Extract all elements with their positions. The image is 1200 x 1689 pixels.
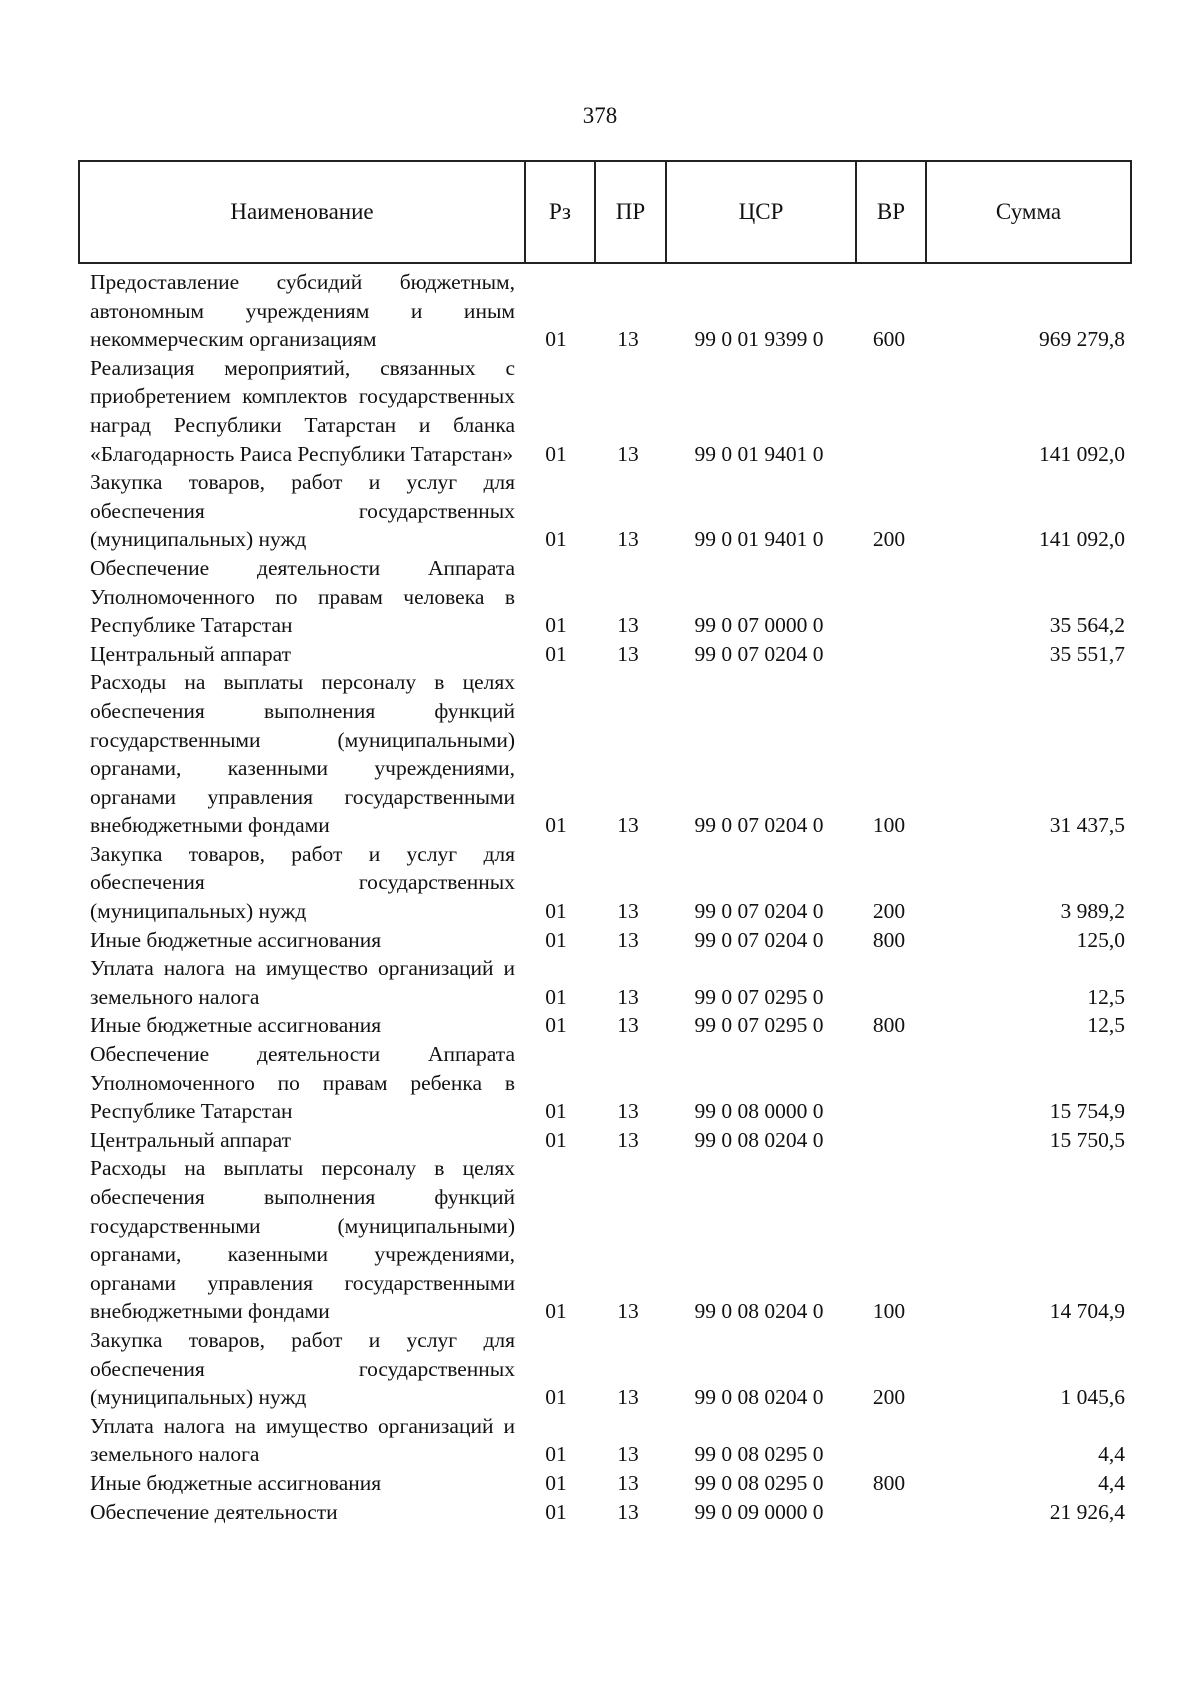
row-vr: 100 bbox=[872, 1299, 906, 1324]
row-pr: 13 bbox=[617, 641, 639, 666]
table-row bbox=[0, 1040, 1200, 1126]
row-csr: 99 0 01 9401 0 bbox=[694, 441, 824, 466]
header-pr: ПР bbox=[596, 162, 667, 262]
row-vr: 800 bbox=[872, 927, 906, 952]
row-name: Обеспечение деятельности bbox=[90, 1499, 338, 1524]
row-csr: 99 0 07 0204 0 bbox=[694, 813, 824, 838]
row-rz: 01 bbox=[545, 1127, 567, 1152]
row-vr: 200 bbox=[872, 899, 906, 924]
table-row bbox=[0, 1126, 1200, 1155]
row-name: Обеспечение деятельности Аппарата Уполномоченного по правам человека в Республике Татарстан bbox=[90, 555, 515, 638]
row-pr: 13 bbox=[617, 527, 639, 552]
row-rz: 01 bbox=[545, 1470, 567, 1495]
row-csr: 99 0 07 0295 0 bbox=[694, 1013, 824, 1038]
table-row bbox=[0, 840, 1200, 926]
table-row bbox=[0, 1498, 1200, 1527]
row-vr: 200 bbox=[872, 1385, 906, 1410]
row-csr: 99 0 01 9401 0 bbox=[694, 527, 824, 552]
table-body bbox=[0, 268, 1200, 1526]
table-row bbox=[0, 468, 1200, 554]
row-rz: 01 bbox=[545, 1013, 567, 1038]
row-csr: 99 0 08 0000 0 bbox=[694, 1099, 824, 1124]
row-sum: 3 989,2 bbox=[1060, 899, 1125, 924]
row-csr: 99 0 01 9399 0 bbox=[694, 327, 824, 352]
row-pr: 13 bbox=[617, 1499, 639, 1524]
row-csr: 99 0 07 0295 0 bbox=[694, 984, 824, 1009]
row-csr: 99 0 07 0204 0 bbox=[694, 641, 824, 666]
row-name: Закупка товаров, работ и услуг для обеспечения государственных (муниципальных) нужд bbox=[90, 470, 515, 552]
row-sum: 141 092,0 bbox=[1039, 527, 1125, 552]
row-pr: 13 bbox=[617, 1442, 639, 1467]
row-name: Закупка товаров, работ и услуг для обеспечения государственных (муниципальных) нужд bbox=[90, 1327, 515, 1410]
page-number: 378 bbox=[582, 103, 618, 128]
table-row bbox=[0, 1011, 1200, 1040]
row-csr: 99 0 07 0204 0 bbox=[694, 927, 824, 952]
table-row bbox=[0, 1154, 1200, 1326]
row-sum: 21 926,4 bbox=[1049, 1499, 1125, 1524]
row-name: Предоставление субсидий бюджетным, автономным учреждениям и иным некоммерческим организациям bbox=[90, 270, 515, 352]
row-name: Иные бюджетные ассигнования bbox=[90, 1470, 382, 1495]
row-csr: 99 0 07 0000 0 bbox=[694, 613, 824, 638]
row-sum: 15 750,5 bbox=[1049, 1127, 1125, 1152]
table-row bbox=[0, 954, 1200, 1011]
row-sum: 31 437,5 bbox=[1049, 813, 1125, 838]
row-pr: 13 bbox=[617, 441, 639, 466]
table-row bbox=[0, 1326, 1200, 1412]
row-rz: 01 bbox=[545, 527, 567, 552]
row-name: Центральный аппарат bbox=[90, 641, 292, 666]
table-row bbox=[0, 554, 1200, 640]
row-sum: 12,5 bbox=[1087, 984, 1125, 1009]
row-vr: 600 bbox=[872, 327, 906, 352]
row-csr: 99 0 08 0295 0 bbox=[694, 1470, 824, 1495]
row-sum: 14 704,9 bbox=[1049, 1299, 1125, 1324]
row-pr: 13 bbox=[617, 613, 639, 638]
row-rz: 01 bbox=[545, 327, 567, 352]
row-name: Обеспечение деятельности Аппарата Уполномоченного по правам ребенка в Республике Татарстан bbox=[90, 1042, 515, 1124]
row-name: Расходы на выплаты персоналу в целях обеспечения выполнения функций государственными (муниципальными) органами, казенными учреждениями, органами управления государственными внебюджетными фондами bbox=[90, 670, 515, 838]
row-csr: 99 0 08 0295 0 bbox=[694, 1442, 824, 1467]
row-csr: 99 0 08 0204 0 bbox=[694, 1385, 824, 1410]
row-pr: 13 bbox=[617, 1013, 639, 1038]
row-rz: 01 bbox=[545, 441, 567, 466]
header-rz: Рз bbox=[526, 162, 596, 262]
row-pr: 13 bbox=[617, 899, 639, 924]
header-csr: ЦСР bbox=[667, 162, 857, 262]
row-csr: 99 0 08 0204 0 bbox=[694, 1127, 824, 1152]
row-rz: 01 bbox=[545, 1385, 567, 1410]
table-row bbox=[0, 354, 1200, 468]
row-sum: 35 564,2 bbox=[1049, 613, 1125, 638]
row-sum: 15 754,9 bbox=[1049, 1099, 1125, 1124]
table-row bbox=[0, 1412, 1200, 1469]
row-name: Уплата налога на имущество организаций и земельного налога bbox=[90, 1413, 515, 1467]
table-row bbox=[0, 1469, 1200, 1498]
row-vr: 100 bbox=[872, 813, 906, 838]
row-pr: 13 bbox=[617, 1099, 639, 1124]
row-pr: 13 bbox=[617, 1385, 639, 1410]
row-name: Расходы на выплаты персоналу в целях обеспечения выполнения функций государственными (муниципальными) органами, казенными учреждениями, органами управления государственными внебюджетными фондами bbox=[90, 1156, 515, 1324]
row-vr: 800 bbox=[872, 1470, 906, 1495]
row-sum: 1 045,6 bbox=[1060, 1385, 1125, 1410]
row-rz: 01 bbox=[545, 1499, 567, 1524]
row-rz: 01 bbox=[545, 813, 567, 838]
row-pr: 13 bbox=[617, 927, 639, 952]
row-rz: 01 bbox=[545, 641, 567, 666]
table-row bbox=[0, 926, 1200, 955]
row-sum: 4,4 bbox=[1098, 1470, 1125, 1495]
row-name: Уплата налога на имущество организаций и земельного налога bbox=[90, 956, 515, 1009]
row-rz: 01 bbox=[545, 613, 567, 638]
table-row bbox=[0, 640, 1200, 669]
row-rz: 01 bbox=[545, 899, 567, 924]
row-vr: 800 bbox=[872, 1013, 906, 1038]
header-vr: ВР bbox=[857, 162, 927, 262]
row-rz: 01 bbox=[545, 1099, 567, 1124]
table-row bbox=[0, 668, 1200, 840]
row-name: Реализация мероприятий, связанных с приобретением комплектов государственных наград Республики Татарстан и бланка «Благодарность Раиса Республики Татарстан» bbox=[90, 355, 515, 466]
row-rz: 01 bbox=[545, 984, 567, 1009]
row-pr: 13 bbox=[617, 1470, 639, 1495]
row-name: Центральный аппарат bbox=[90, 1127, 292, 1152]
row-name: Иные бюджетные ассигнования bbox=[90, 927, 382, 952]
row-csr: 99 0 08 0204 0 bbox=[694, 1299, 824, 1324]
row-name: Закупка товаров, работ и услуг для обеспечения государственных (муниципальных) нужд bbox=[90, 841, 515, 924]
row-sum: 125,0 bbox=[1076, 927, 1125, 952]
row-sum: 969 279,8 bbox=[1039, 327, 1125, 352]
row-sum: 141 092,0 bbox=[1039, 441, 1125, 466]
row-pr: 13 bbox=[617, 1299, 639, 1324]
table-row bbox=[0, 268, 1200, 354]
row-pr: 13 bbox=[617, 327, 639, 352]
row-csr: 99 0 09 0000 0 bbox=[694, 1499, 824, 1524]
header-name: Наименование bbox=[80, 162, 526, 262]
header-sum: Сумма bbox=[995, 199, 1062, 224]
row-pr: 13 bbox=[617, 813, 639, 838]
table-header bbox=[78, 160, 1132, 264]
row-sum: 4,4 bbox=[1098, 1442, 1125, 1467]
row-vr: 200 bbox=[872, 527, 906, 552]
row-rz: 01 bbox=[545, 927, 567, 952]
row-pr: 13 bbox=[617, 984, 639, 1009]
row-rz: 01 bbox=[545, 1299, 567, 1324]
row-pr: 13 bbox=[617, 1127, 639, 1152]
row-csr: 99 0 07 0204 0 bbox=[694, 899, 824, 924]
row-sum: 35 551,7 bbox=[1049, 641, 1125, 666]
row-sum: 12,5 bbox=[1087, 1013, 1125, 1038]
row-rz: 01 bbox=[545, 1442, 567, 1467]
row-name: Иные бюджетные ассигнования bbox=[90, 1013, 382, 1038]
